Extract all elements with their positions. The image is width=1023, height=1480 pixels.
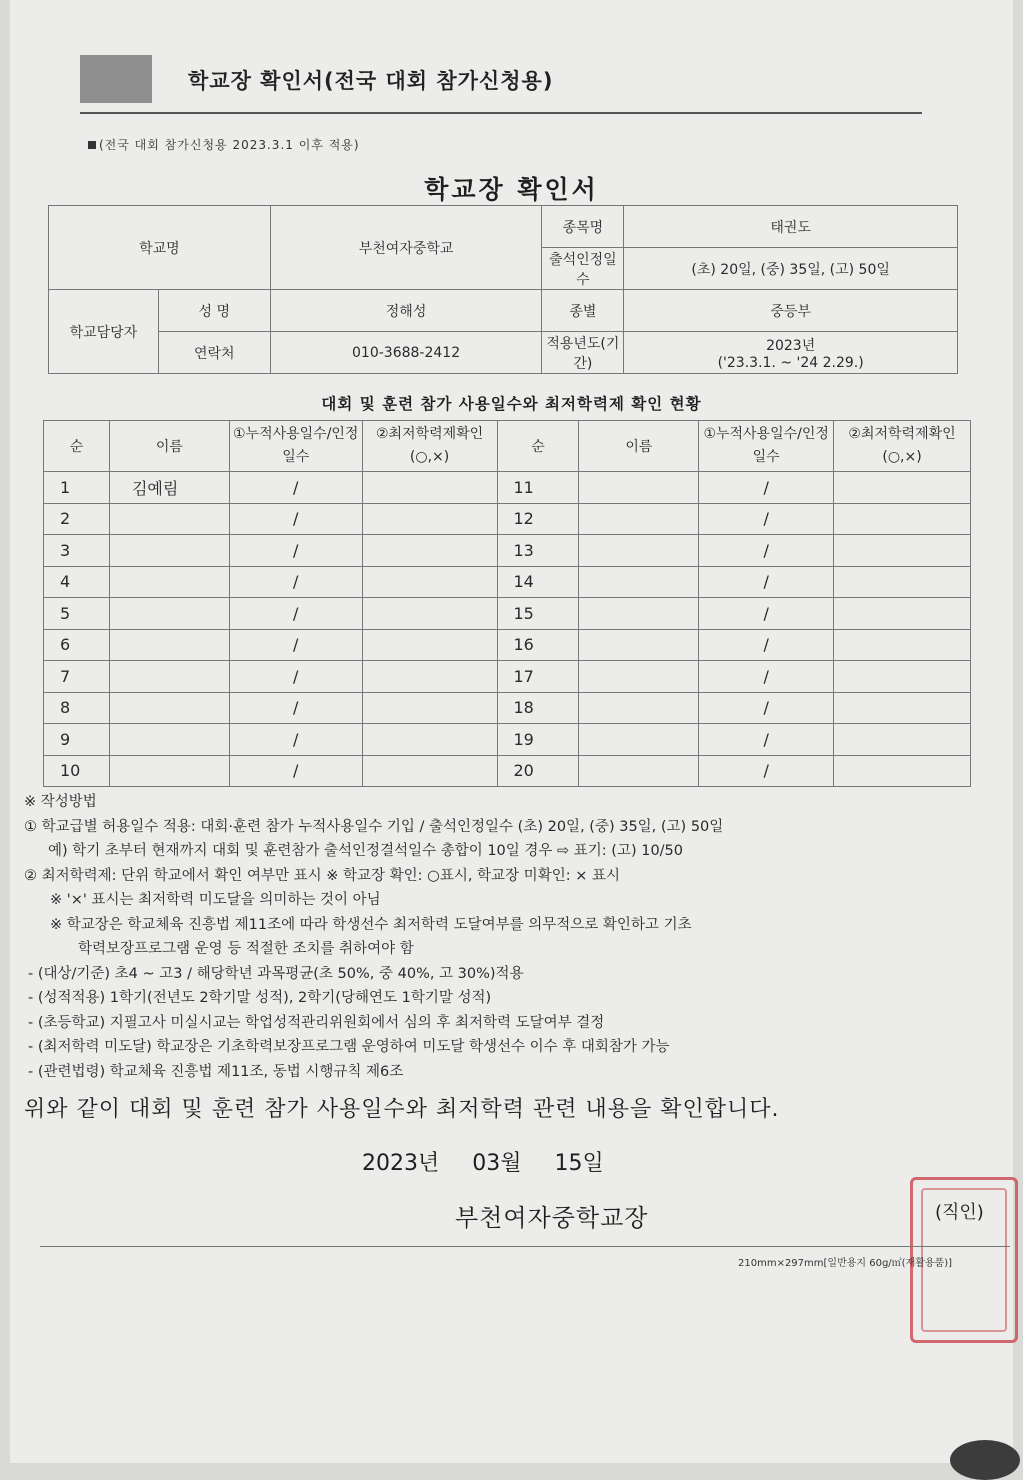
usage-cell-name: 김예림 bbox=[109, 472, 229, 504]
usage-cell-check bbox=[362, 629, 497, 661]
school-info-table bbox=[48, 205, 958, 374]
usage-cell-no: 13 bbox=[497, 535, 579, 567]
seal-label: (직인) bbox=[935, 1202, 984, 1223]
col-name-left: 이름 bbox=[109, 421, 229, 472]
date-year: 2023년 bbox=[362, 1151, 440, 1176]
detail-grades: - (성적적용) 1학기(전년도 2학기말 성적), 2학기(당해연도 1학기말 성적) bbox=[28, 990, 492, 1006]
school-label: 학교명 bbox=[49, 206, 271, 290]
header-grey-block bbox=[80, 55, 152, 103]
usage-section-title: 대회 및 훈련 참가 사용일수와 최저학력제 확인 현황 bbox=[321, 395, 702, 413]
note-1: ① 학교급별 허용일수 적용: 대회·훈련 참가 누적사용일수 기입 / 출석인정일수 (초) 20일, (중) 35일, (고) 50일 bbox=[24, 818, 724, 835]
usage-cell-name bbox=[579, 598, 699, 630]
usage-cell-no: 4 bbox=[44, 566, 110, 598]
col-check-right: ②최저학력제확인(○,×) bbox=[834, 421, 971, 472]
division-label: 종별 bbox=[542, 290, 624, 332]
usage-cell-days: / bbox=[699, 661, 834, 693]
usage-cell-check bbox=[362, 472, 497, 504]
note-1-example: 예) 학기 초부터 현재까지 대회 및 훈련참가 출석인정결석일수 총합이 10일 경우 ⇨ 표기: (고) 10/50 bbox=[48, 843, 684, 859]
contact-label: 연락처 bbox=[158, 332, 270, 374]
usage-row bbox=[44, 724, 971, 756]
usage-cell-no: 2 bbox=[44, 503, 110, 535]
year-label: 적용년도(기간) bbox=[542, 332, 624, 374]
usage-cell-days: / bbox=[229, 724, 362, 756]
usage-cell-no: 15 bbox=[497, 598, 579, 630]
note-2: ② 최저학력제: 단위 학교에서 확인 여부만 표시 ※ 학교장 확인: ○표시, 학교장 미확인: × 표시 bbox=[24, 867, 620, 884]
usage-cell-check bbox=[362, 724, 497, 756]
date-month: 03월 bbox=[472, 1151, 522, 1176]
usage-cell-name bbox=[579, 724, 699, 756]
usage-cell-name bbox=[109, 724, 229, 756]
usage-row bbox=[44, 661, 971, 693]
usage-cell-check bbox=[834, 692, 971, 724]
note-2-caveat: ※ '×' 표시는 최저학력 미도달을 의미하는 것이 아님 bbox=[50, 892, 381, 908]
usage-cell-name bbox=[109, 755, 229, 787]
contact-value: 010-3688-2412 bbox=[270, 332, 542, 374]
usage-cell-no: 19 bbox=[497, 724, 579, 756]
usage-cell-no: 16 bbox=[497, 629, 579, 661]
header-band bbox=[80, 55, 922, 103]
usage-cell-check bbox=[834, 724, 971, 756]
usage-cell-no: 20 bbox=[497, 755, 579, 787]
usage-cell-no: 18 bbox=[497, 692, 579, 724]
usage-cell-name bbox=[109, 566, 229, 598]
usage-cell-check bbox=[362, 661, 497, 693]
usage-cell-no: 1 bbox=[44, 472, 110, 504]
usage-row bbox=[44, 535, 971, 567]
issue-date bbox=[362, 1146, 604, 1177]
usage-cell-no: 12 bbox=[497, 503, 579, 535]
usage-cell-name bbox=[109, 503, 229, 535]
year-value: 2023년 bbox=[766, 337, 816, 354]
usage-cell-check bbox=[834, 566, 971, 598]
usage-cell-no: 3 bbox=[44, 535, 110, 567]
finger-shadow bbox=[950, 1440, 1020, 1480]
usage-cell-days: / bbox=[229, 472, 362, 504]
days-label: 출석인정일수 bbox=[542, 248, 624, 290]
name-label: 성 명 bbox=[158, 290, 270, 332]
usage-cell-no: 14 bbox=[497, 566, 579, 598]
usage-cell-check bbox=[362, 755, 497, 787]
header-divider bbox=[80, 112, 922, 114]
usage-cell-check bbox=[362, 503, 497, 535]
days-value: (초) 20일, (중) 35일, (고) 50일 bbox=[624, 248, 958, 290]
usage-cell-days: / bbox=[699, 692, 834, 724]
usage-cell-check bbox=[362, 535, 497, 567]
usage-cell-name bbox=[579, 566, 699, 598]
usage-cell-days: / bbox=[699, 724, 834, 756]
detail-below-standard: - (최저학력 미도달) 학교장은 기초학력보장프로그램 운영하여 미도달 학생선수 이수 후 대회참가 가능 bbox=[28, 1039, 670, 1055]
usage-body bbox=[44, 472, 971, 787]
usage-cell-days: / bbox=[699, 629, 834, 661]
notes-heading: ※ 작성방법 bbox=[24, 794, 97, 810]
usage-cell-name bbox=[579, 503, 699, 535]
usage-cell-name bbox=[579, 755, 699, 787]
usage-cell-check bbox=[834, 629, 971, 661]
detail-law: - (관련법령) 학교체육 진흥법 제11조, 동법 시행규칙 제6조 bbox=[28, 1063, 404, 1080]
division-value: 중등부 bbox=[624, 290, 958, 332]
usage-cell-days: / bbox=[229, 566, 362, 598]
col-check-left: ②최저학력제확인(○,×) bbox=[362, 421, 497, 472]
closing-statement: 위와 같이 대회 및 훈련 참가 사용일수와 최저학력 관련 내용을 확인합니다. bbox=[24, 1097, 780, 1122]
usage-header-row bbox=[44, 421, 971, 472]
note-2-duty: ※ 학교장은 학교체육 진흥법 제11조에 따라 학생선수 최저학력 도달여부를 의무적으로 확인하고 기초 bbox=[50, 916, 692, 933]
usage-cell-no: 11 bbox=[497, 472, 579, 504]
usage-cell-days: / bbox=[229, 755, 362, 787]
school-value: 부천여자중학교 bbox=[270, 206, 542, 290]
usage-cell-check bbox=[834, 503, 971, 535]
usage-row bbox=[44, 598, 971, 630]
usage-cell-days: / bbox=[229, 629, 362, 661]
usage-row bbox=[44, 472, 971, 504]
usage-cell-name bbox=[109, 598, 229, 630]
paper-spec: 210mm×297mm[일반용지 60g/㎡(재활용품)] bbox=[738, 1258, 953, 1269]
col-days-left: ①누적사용일수/인정일수 bbox=[229, 421, 362, 472]
col-no-left: 순 bbox=[44, 421, 110, 472]
document-page bbox=[10, 0, 1013, 1463]
col-days-right: ①누적사용일수/인정일수 bbox=[699, 421, 834, 472]
usage-cell-days: / bbox=[229, 503, 362, 535]
usage-cell-no: 7 bbox=[44, 661, 110, 693]
notes-section bbox=[24, 790, 1004, 1084]
document-title: 학교장 확인서 bbox=[424, 175, 599, 204]
usage-cell-check bbox=[362, 566, 497, 598]
usage-cell-no: 8 bbox=[44, 692, 110, 724]
usage-cell-days: / bbox=[699, 472, 834, 504]
header-title: 학교장 확인서(전국 대회 참가신청용) bbox=[188, 69, 554, 93]
usage-cell-check bbox=[362, 692, 497, 724]
usage-cell-name bbox=[109, 535, 229, 567]
name-value: 정해성 bbox=[270, 290, 542, 332]
usage-cell-check bbox=[834, 472, 971, 504]
usage-cell-check bbox=[834, 535, 971, 567]
principal-name: 부천여자중학교장 bbox=[455, 1204, 649, 1232]
usage-cell-name bbox=[579, 661, 699, 693]
col-name-right: 이름 bbox=[579, 421, 699, 472]
usage-cell-days: / bbox=[699, 535, 834, 567]
usage-cell-days: / bbox=[699, 755, 834, 787]
usage-cell-days: / bbox=[229, 535, 362, 567]
apply-note-text: (전국 대회 참가신청용 2023.3.1 이후 적용) bbox=[99, 138, 360, 152]
usage-row bbox=[44, 755, 971, 787]
event-label: 종목명 bbox=[542, 206, 624, 248]
usage-cell-days: / bbox=[229, 692, 362, 724]
event-value: 태권도 bbox=[624, 206, 958, 248]
usage-cell-check bbox=[834, 598, 971, 630]
year-cell bbox=[624, 332, 958, 374]
usage-cell-no: 6 bbox=[44, 629, 110, 661]
usage-cell-days: / bbox=[699, 566, 834, 598]
usage-table bbox=[43, 420, 971, 787]
usage-cell-check bbox=[362, 598, 497, 630]
usage-cell-days: / bbox=[699, 598, 834, 630]
col-no-right: 순 bbox=[497, 421, 579, 472]
usage-cell-check bbox=[834, 755, 971, 787]
usage-row bbox=[44, 629, 971, 661]
usage-cell-no: 17 bbox=[497, 661, 579, 693]
usage-cell-name bbox=[109, 661, 229, 693]
usage-cell-name bbox=[109, 629, 229, 661]
detail-target: - (대상/기준) 초4 ~ 고3 / 해당학년 과목평균(초 50%, 중 40%, 고 30%)적용 bbox=[28, 965, 524, 982]
usage-cell-days: / bbox=[229, 661, 362, 693]
period-value: ('23.3.1. ~ '24 2.29.) bbox=[717, 354, 864, 371]
usage-row bbox=[44, 503, 971, 535]
usage-row bbox=[44, 692, 971, 724]
note-2-duty-cont: 학력보장프로그램 운영 등 적절한 조치를 취하여야 함 bbox=[78, 941, 414, 957]
usage-cell-days: / bbox=[229, 598, 362, 630]
usage-cell-name bbox=[579, 692, 699, 724]
detail-elementary: - (초등학교) 지필고사 미실시교는 학업성적관리위원회에서 심의 후 최저학력 도달여부 결정 bbox=[28, 1014, 605, 1031]
usage-cell-name bbox=[579, 629, 699, 661]
usage-cell-name bbox=[579, 472, 699, 504]
apply-note bbox=[88, 136, 360, 153]
usage-cell-check bbox=[834, 661, 971, 693]
usage-cell-days: / bbox=[699, 503, 834, 535]
date-day: 15일 bbox=[554, 1151, 604, 1176]
person-label: 학교담당자 bbox=[49, 290, 159, 374]
usage-cell-no: 10 bbox=[44, 755, 110, 787]
usage-cell-name bbox=[579, 535, 699, 567]
footer-divider bbox=[40, 1246, 1010, 1247]
usage-row bbox=[44, 566, 971, 598]
usage-cell-name bbox=[109, 692, 229, 724]
usage-cell-no: 5 bbox=[44, 598, 110, 630]
usage-cell-no: 9 bbox=[44, 724, 110, 756]
square-bullet-icon bbox=[88, 141, 96, 149]
